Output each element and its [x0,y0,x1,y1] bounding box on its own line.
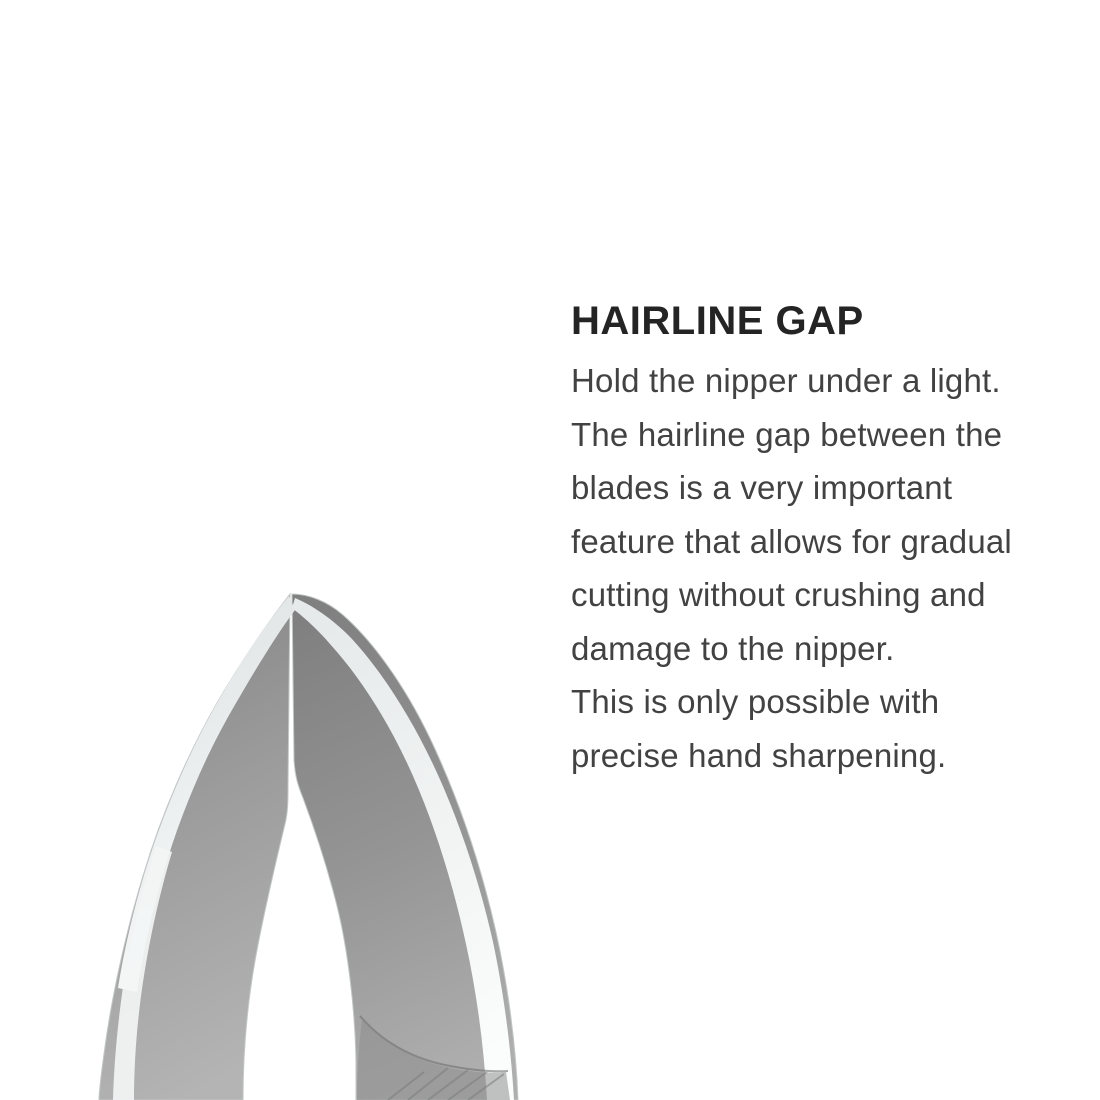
page-title: HAIRLINE GAP [571,299,864,343]
description-line: Hold the nipper under a light. [571,362,1001,399]
description-line: feature that allows for gradual [571,522,1012,560]
description-line: precise hand sharpening. [571,736,947,774]
description-line: damage to the nipper. [571,629,895,667]
description-line: cutting without crushing and [571,576,986,613]
description-line: This is only possible with [571,683,940,720]
description-line: blades is a very important [571,469,953,506]
description-line: The hairline gap between the [571,415,1003,453]
product-description [571,297,1076,782]
